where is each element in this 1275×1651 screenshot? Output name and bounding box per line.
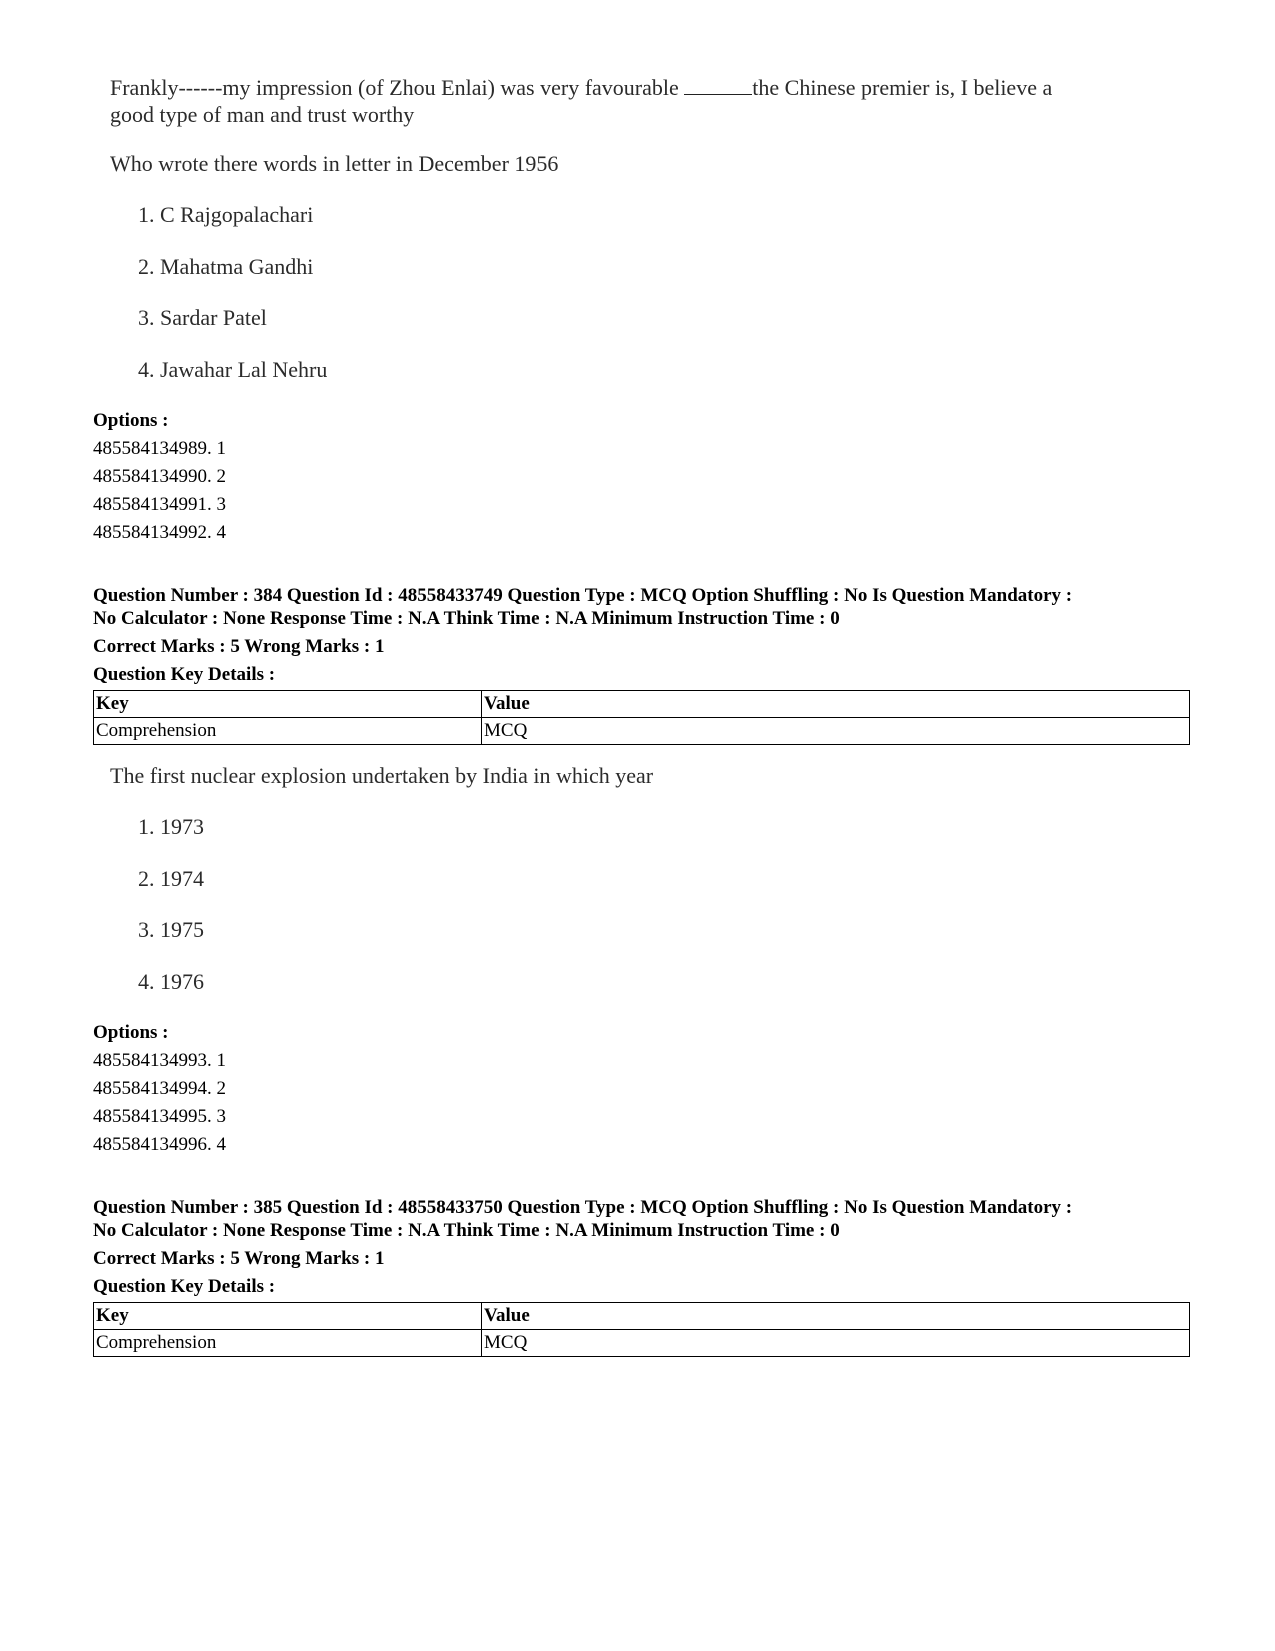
option-id-1: 485584134993. 1 — [93, 1050, 226, 1071]
question-text: Who wrote there words in letter in December 1956 — [110, 151, 559, 176]
question-meta-line-1: Question Number : 385 Question Id : 48558433750 Question Type : MCQ Option Shuffling : No Is Question Mandatory : — [93, 1197, 1073, 1218]
table-cell-key: Comprehension — [94, 1330, 482, 1357]
question-meta-line-2: No Calculator : None Response Time : N.A Think Time : N.A Minimum Instruction Time : 0 — [93, 1220, 840, 1241]
passage-line-2: good type of man and trust worthy — [110, 102, 415, 127]
question-key-table — [93, 1302, 1190, 1357]
choice-3: 3. 1975 — [138, 917, 204, 942]
choice-4: 4. 1976 — [138, 969, 204, 994]
table-row — [94, 1330, 1190, 1357]
choice-2: 2. Mahatma Gandhi — [138, 254, 314, 279]
option-id-3: 485584134991. 3 — [93, 494, 226, 515]
question-key-heading: Question Key Details : — [93, 1276, 276, 1297]
passage-line-1 — [110, 74, 1052, 102]
table-header-value: Value — [482, 691, 1190, 718]
option-id-3: 485584134995. 3 — [93, 1106, 226, 1127]
choice-2: 2. 1974 — [138, 866, 204, 891]
table-cell-value: MCQ — [482, 1330, 1190, 1357]
question-text: The first nuclear explosion undertaken by India in which year — [110, 763, 654, 788]
options-heading: Options : — [93, 410, 169, 431]
table-header-row — [94, 1303, 1190, 1330]
options-heading: Options : — [93, 1022, 169, 1043]
option-id-4: 485584134996. 4 — [93, 1134, 226, 1155]
choice-1: 1. 1973 — [138, 814, 204, 839]
option-id-4: 485584134992. 4 — [93, 522, 226, 543]
option-id-1: 485584134989. 1 — [93, 438, 226, 459]
question-meta-line-1: Question Number : 384 Question Id : 48558433749 Question Type : MCQ Option Shuffling : No Is Question Mandatory : — [93, 585, 1073, 606]
choice-4: 4. Jawahar Lal Nehru — [138, 357, 328, 382]
passage-line-1-start: Frankly------my impression (of Zhou Enlai) was very favourable — [110, 75, 685, 100]
question-marks: Correct Marks : 5 Wrong Marks : 1 — [93, 1248, 385, 1269]
table-header-key: Key — [94, 691, 482, 718]
table-cell-value: MCQ — [482, 718, 1190, 745]
question-key-table — [93, 690, 1190, 745]
table-header-row — [94, 691, 1190, 718]
table-header-key: Key — [94, 1303, 482, 1330]
question-key-heading: Question Key Details : — [93, 664, 276, 685]
fill-blank — [684, 76, 752, 95]
table-cell-key: Comprehension — [94, 718, 482, 745]
table-header-value: Value — [482, 1303, 1190, 1330]
passage-line-1-end: the Chinese premier is, I believe a — [752, 75, 1053, 100]
option-id-2: 485584134994. 2 — [93, 1078, 226, 1099]
option-id-2: 485584134990. 2 — [93, 466, 226, 487]
question-meta-line-2: No Calculator : None Response Time : N.A Think Time : N.A Minimum Instruction Time : 0 — [93, 608, 840, 629]
choice-3: 3. Sardar Patel — [138, 305, 267, 330]
question-marks: Correct Marks : 5 Wrong Marks : 1 — [93, 636, 385, 657]
table-row — [94, 718, 1190, 745]
choice-1: 1. C Rajgopalachari — [138, 202, 314, 227]
